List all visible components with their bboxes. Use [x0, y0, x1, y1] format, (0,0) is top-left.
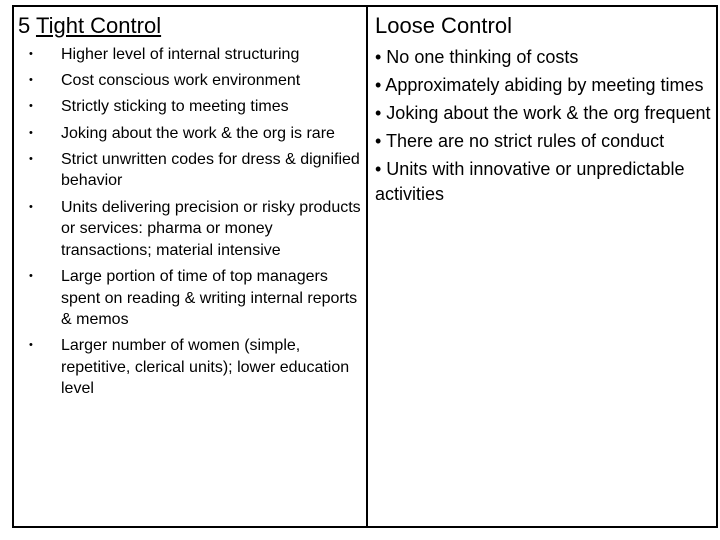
loose-control-item: • Units with innovative or unpredictable activities [375, 159, 685, 204]
tight-control-item-text: Joking about the work & the org is rare [61, 124, 335, 142]
bullet-icon: • [29, 126, 33, 139]
bullet-icon: • [29, 48, 33, 60]
loose-control-header [375, 13, 512, 39]
tight-control-column [14, 7, 368, 526]
section-number: 5 [18, 13, 31, 38]
bullet-icon: • [29, 269, 33, 282]
bullet-icon: • [29, 200, 33, 213]
tight-control-header [18, 13, 161, 39]
bullet-icon: • [29, 74, 33, 87]
tight-control-title: Tight Control [35, 13, 162, 38]
tight-control-item-text: Cost conscious work environment [61, 72, 301, 90]
tight-control-item-text: Higher level of internal structuring [61, 46, 300, 63]
comparison-table [12, 5, 718, 528]
tight-control-item-text: Large portion of time of top managers spent on reading & writing internal reports & memos [61, 267, 358, 329]
tight-control-item-text: Strictly sticking to meeting times [61, 98, 289, 116]
tight-control-list [14, 44, 366, 405]
bullet-icon: • [29, 152, 33, 165]
tight-control-item [14, 149, 366, 192]
tight-control-item [14, 123, 366, 145]
tight-control-item-text: Larger number of women (simple, repetitive, clerical units); lower education level [61, 337, 350, 398]
tight-control-item [14, 266, 366, 331]
loose-control-title: Loose Control [375, 13, 512, 38]
tight-control-item-text: Strict unwritten codes for dress & dignified behavior [61, 150, 360, 190]
loose-control-list [375, 45, 720, 210]
tight-control-item [14, 44, 366, 66]
tight-control-item [14, 335, 366, 400]
loose-control-item: • Joking about the work & the org frequent [375, 103, 711, 123]
bullet-icon: • [29, 339, 33, 352]
tight-control-item-text: Units delivering precision or risky products or services: pharma or money transactions; material intensive [61, 198, 361, 259]
loose-control-column [368, 7, 716, 526]
loose-control-item: • There are no strict rules of conduct [375, 131, 665, 151]
loose-control-item: • Approximately abiding by meeting times [375, 75, 704, 95]
bullet-icon: • [29, 100, 33, 113]
tight-control-item [14, 70, 366, 92]
tight-control-item [14, 96, 366, 118]
tight-control-item [14, 197, 366, 262]
loose-control-item: • No one thinking of costs [375, 47, 579, 67]
